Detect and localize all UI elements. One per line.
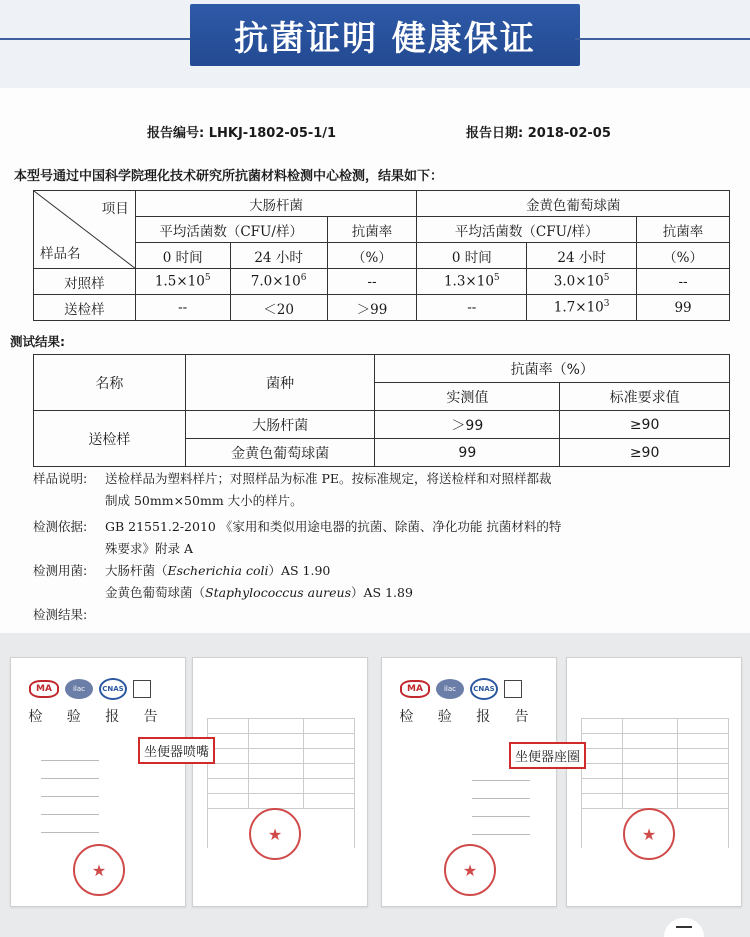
ilac-logo-icon: ilac xyxy=(436,679,464,699)
header-standard: 标准要求值 xyxy=(560,383,730,411)
sample-note xyxy=(33,468,733,512)
certificate-title: 检 验 报 告 xyxy=(28,709,168,725)
rate-unit-2: （%） xyxy=(637,243,730,269)
strain-note xyxy=(33,560,733,604)
sample-note-line1: 送检样品为塑料样片；对照样品为标准 PE。按标准规定，将送检样和对照样都裁 xyxy=(105,471,552,486)
row-name: 对照样 xyxy=(34,269,136,295)
cnas-logo-icon: CNAS xyxy=(99,678,127,700)
red-stamp-icon: ★ xyxy=(444,844,496,896)
standard-cell: ≥90 xyxy=(560,439,730,467)
time0-header-1: 0 时间 xyxy=(135,243,230,269)
table-row xyxy=(34,269,730,295)
cell: ＜20 xyxy=(230,295,327,321)
report-number: 报告编号: LHKJ-1802-05-1/1 xyxy=(147,126,337,141)
notes-section xyxy=(33,468,733,626)
bacteria1-header: 大肠杆菌 xyxy=(135,191,417,217)
red-stamp-icon: ★ xyxy=(249,808,301,860)
result-note xyxy=(33,604,733,626)
result-note-label: 检测结果: xyxy=(33,607,88,622)
basis-note-line2: 殊要求》附录 A xyxy=(105,541,194,556)
red-stamp-icon: ★ xyxy=(73,844,125,896)
species-cell: 金黄色葡萄球菌 xyxy=(185,439,375,467)
table-corner-cell xyxy=(34,191,136,269)
cell: 99 xyxy=(637,295,730,321)
cert-mark-icon xyxy=(504,680,522,698)
table-row xyxy=(34,411,730,439)
test-result-label: 测试结果: xyxy=(10,334,65,349)
avg-count-header-2: 平均活菌数（CFU/样） xyxy=(417,217,637,243)
time24-header-1: 24 小时 xyxy=(230,243,327,269)
strain-2: 金黄色葡萄球菌（Staphylococcus aureus）AS 1.89 xyxy=(105,585,413,600)
basis-note xyxy=(33,516,733,560)
rate-unit-1: （%） xyxy=(327,243,417,269)
certificate-cover-1 xyxy=(10,657,186,907)
red-stamp-icon: ★ xyxy=(623,808,675,860)
avg-count-header-1: 平均活菌数（CFU/样） xyxy=(135,217,327,243)
cell: ＞99 xyxy=(327,295,417,321)
rate-header-2: 抗菌率 xyxy=(637,217,730,243)
species-cell: 大肠杆菌 xyxy=(185,411,375,439)
measured-cell: 99 xyxy=(375,439,560,467)
cell: -- xyxy=(637,269,730,295)
sample-note-label: 样品说明: xyxy=(33,471,88,486)
cell: $1.3\times 10^5$ xyxy=(417,269,527,295)
row-name: 送检样 xyxy=(34,295,136,321)
time24-header-2: 24 小时 xyxy=(527,243,637,269)
cnas-logo-icon: CNAS xyxy=(470,678,498,700)
table-row xyxy=(34,295,730,321)
cell: -- xyxy=(135,295,230,321)
cert-mark-icon xyxy=(133,680,151,698)
header-rate: 抗菌率（%） xyxy=(375,355,730,383)
strain-1: 大肠杆菌（Escherichia coli）AS 1.90 xyxy=(105,563,331,578)
cell: $3.0\times 10^5$ xyxy=(527,269,637,295)
bacteria-count-table xyxy=(33,190,730,321)
standard-cell: ≥90 xyxy=(560,411,730,439)
basis-note-line1: GB 21551.2-2010 《家用和类似用途电器的抗菌、除菌、净化功能 抗菌材料的特 xyxy=(105,519,562,534)
rate-header-1: 抗菌率 xyxy=(327,217,417,243)
measured-cell: ＞99 xyxy=(375,411,560,439)
banner-title: 抗菌证明 健康保证 xyxy=(190,4,580,66)
sample-note-line2: 制成 50mm×50mm 大小的样片。 xyxy=(105,493,303,508)
corner-sample-label: 样品名 xyxy=(40,246,81,262)
header-measured: 实测值 xyxy=(375,383,560,411)
nozzle-callout: 坐便器喷嘴 xyxy=(138,737,215,764)
basis-note-label: 检测依据: xyxy=(33,519,88,534)
test-report-document xyxy=(0,88,750,633)
certificate-title: 检 验 报 告 xyxy=(399,709,539,725)
cell: $1.7\times 10^3$ xyxy=(527,295,637,321)
header-species: 菌种 xyxy=(185,355,375,411)
cell: -- xyxy=(417,295,527,321)
certificate-cover-2 xyxy=(381,657,557,907)
certificate-gallery xyxy=(0,633,750,937)
sample-name: 送检样 xyxy=(34,411,186,467)
seat-ring-callout: 坐便器座圈 xyxy=(509,742,586,769)
cell: $1.5\times 10^5$ xyxy=(135,269,230,295)
antibacterial-rate-table xyxy=(33,354,730,467)
certificate-page-2 xyxy=(566,657,742,907)
banner-line-right xyxy=(575,38,750,40)
cma-logo-icon: MA xyxy=(29,680,59,698)
ilac-logo-icon: ilac xyxy=(65,679,93,699)
cell: -- xyxy=(327,269,417,295)
corner-item-label: 项目 xyxy=(101,201,129,217)
header-banner xyxy=(0,0,750,88)
report-date: 报告日期: 2018-02-05 xyxy=(466,126,611,141)
strain-note-label: 检测用菌: xyxy=(33,563,88,578)
certificate-page-1 xyxy=(192,657,368,907)
bacteria2-header: 金黄色葡萄球菌 xyxy=(417,191,730,217)
banner-line-left xyxy=(0,38,195,40)
intro-text: 本型号通过中国科学院理化技术研究所抗菌材料检测中心检测，结果如下： xyxy=(14,169,444,184)
time0-header-2: 0 时间 xyxy=(417,243,527,269)
header-name: 名称 xyxy=(34,355,186,411)
cma-logo-icon: MA xyxy=(400,680,430,698)
cell: $7.0\times 10^6$ xyxy=(230,269,327,295)
